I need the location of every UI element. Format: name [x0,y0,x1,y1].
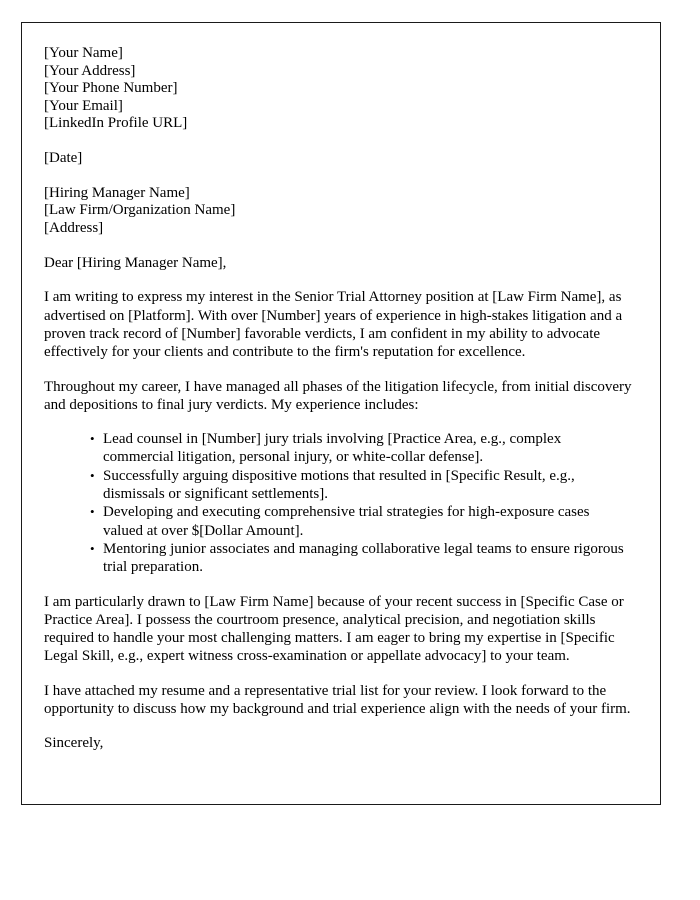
spacer-after-paragraph-3 [44,666,632,682]
paragraph-attachment: I have attached my resume and a representative trial list for your review. I look forward to the opportunity to discuss how my background and trial experience align with the needs of your firm. [44,682,631,717]
spacer-after-salutation [44,272,632,288]
document-body [44,45,632,753]
salutation: Dear [Hiring Manager Name], [44,255,227,272]
spacer-before-bullets [44,414,632,430]
recipient-address: [Address] [44,219,104,236]
list-item: • Mentoring junior associates and managing collaborative legal teams to ensure rigorous trial preparation. [90,540,632,577]
paragraph-motivation: I am particularly drawn to [Law Firm Name] because of your recent success in [Specific Case or Practice Area]. I possess the courtroom presence, analytical precision, and negotiation skills required to handle your most challenging matters. I am eager to bring my expertise in [Specific Legal Skill, e.g., expert witness cross-examination or appellate advocacy] to your team. [44,593,624,665]
sender-phone: [Your Phone Number] [44,80,178,97]
spacer-after-bullets [44,577,632,593]
spacer-after-paragraph-1 [44,362,632,378]
experience-bullet-list [44,430,632,576]
recipient-organization: [Law Firm/Organization Name] [44,202,236,219]
paragraph-intro: I am writing to express my interest in the Senior Trial Attorney position at [Law Firm Name], as advertised on [Platform]. With over [Number] years of experience in high-stakes litigation and a proven track record of [Number] favorable verdicts, I am confident in my ability to advocate effectively for your clients and contribute to the firm's reputation for excellence. [44,289,623,361]
recipient-name: [Hiring Manager Name] [44,184,190,201]
sender-name: [Your Name] [44,45,123,61]
list-item: • Developing and executing comprehensive trial strategies for high-exposure cases valued at over $[Dollar Amount]. [90,503,632,540]
recipient-address-block [44,185,632,238]
sender-address: [Your Address] [44,62,136,79]
sender-address-block [44,45,632,133]
sender-email: [Your Email] [44,97,123,114]
spacer-after-recipient [44,237,632,254]
closing-line: Sincerely, [44,735,104,752]
list-item: • Successfully arguing dispositive motions that resulted in [Specific Result, e.g., dismissals or significant settlements]. [90,467,632,504]
document-page [21,22,661,805]
sender-linkedin: [LinkedIn Profile URL] [44,115,188,132]
paragraph-experience-intro: Throughout my career, I have managed all phases of the litigation lifecycle, from initial discovery and depositions to final jury verdicts. My experience includes: [44,378,632,413]
list-item: • Lead counsel in [Number] jury trials involving [Practice Area, e.g., complex commercial litigation, personal injury, or white-collar defense]. [90,430,632,467]
spacer-after-date [44,168,632,185]
spacer-after-sender [44,133,632,150]
spacer-before-closing [44,718,632,734]
date-line: [Date] [44,149,83,166]
